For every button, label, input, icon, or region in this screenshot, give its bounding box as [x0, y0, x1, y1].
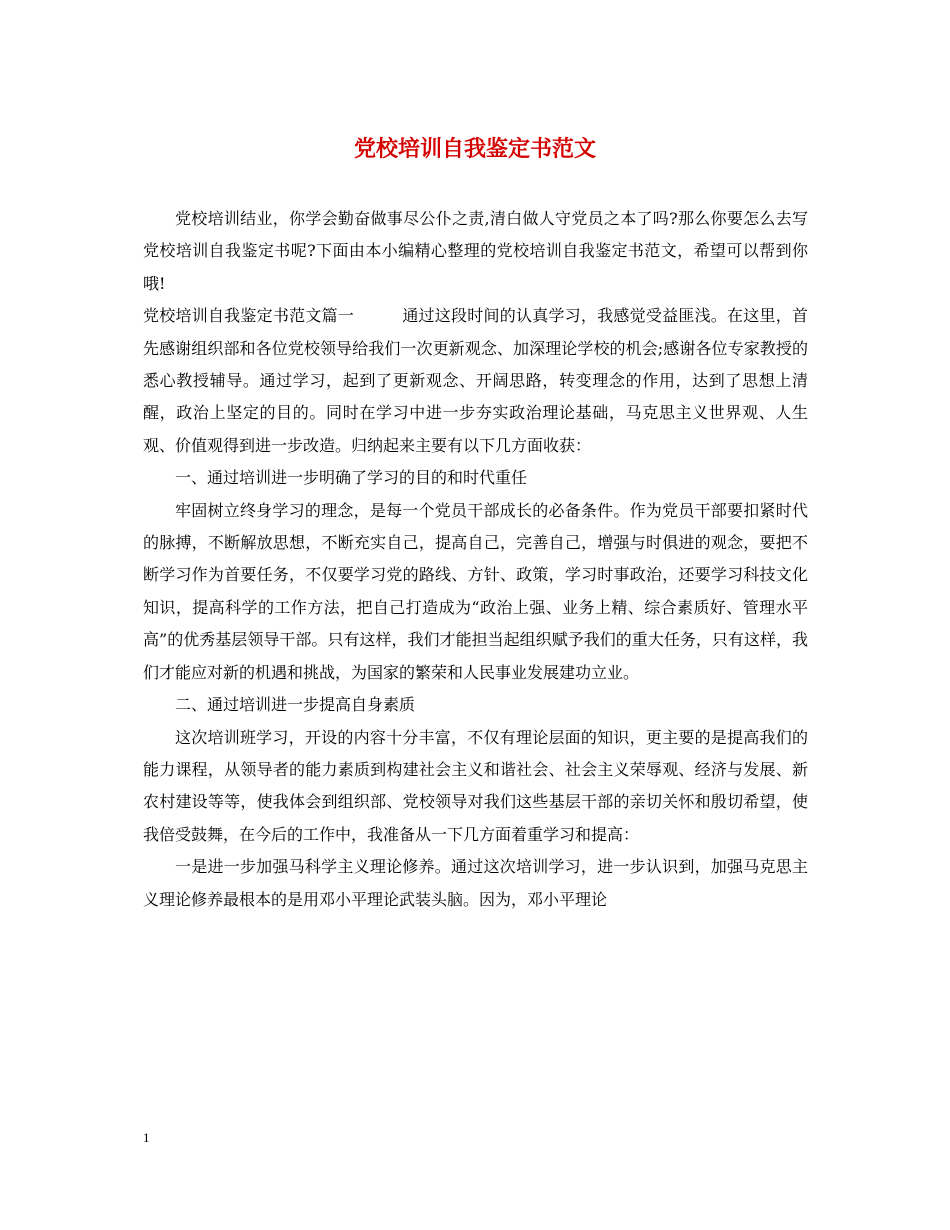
- document-body: [143, 203, 808, 916]
- point-paragraph-1: 一是进一步加强马科学主义理论修养。通过这次培训学习，进一步认识到，加强马克思主义理论修养最根本的是用邓小平理论武装头脑。因为，邓小平理论: [143, 857, 808, 909]
- article-heading: 党校培训自我鉴定书范文篇一: [143, 306, 355, 326]
- article-lead: 通过这段时间的认真学习，我感觉受益匪浅。在这里，首先感谢组织部和各位党校领导给我们一次更新观念、加深理论学校的机会;感谢各位专家教授的悉心教授辅导。通过学习，起到了更新观念、开阔思路，转变理念的作用，达到了思想上清醒，政治上坚定的目的。同时在学习中进一步夯实政治理论基础，马克思主义世界观、人生观、价值观得到进一步改造。归纳起来主要有以下几方面收获：: [143, 306, 808, 455]
- page-number: 1: [143, 1130, 150, 1145]
- intro-paragraph: 党校培训结业，你学会勤奋做事尽公仆之责,清白做人守党员之本了吗?那么你要怎么去写党校培训自我鉴定书呢?下面由本小编精心整理的党校培训自我鉴定书范文，希望可以帮到你哦!: [143, 209, 808, 293]
- document-title: 党校培训自我鉴定书范文: [353, 136, 596, 162]
- section-heading-2: 二、通过培训进一步提高自身素质: [175, 695, 416, 715]
- section-body-1: 牢固树立终身学习的理念，是每一个党员干部成长的必备条件。作为党员干部要扣紧时代的脉搏，不断解放思想，不断充实自己，提高自己，完善自己，增强与时俱进的观念，要把不断学习作为首要任务，不仅要学习党的路线、方针、政策，学习时事政治，还要学习科技文化知识，提高科学的工作方法，把自己打造成为“政治上强、业务上精、综合素质好、管理水平高”的优秀基层领导干部。只有这样，我们才能担当起组织赋予我们的重大任务，只有这样，我们才能应对新的机遇和挑战，为国家的繁荣和人民事业发展建功立业。: [143, 500, 808, 682]
- section-body-2: 这次培训班学习，开设的内容十分丰富，不仅有理论层面的知识，更主要的是提高我们的能力课程，从领导者的能力素质到构建社会主义和谐社会、社会主义荣辱观、经济与发展、新农村建设等等，使我体会到组织部、党校领导对我们这些基层干部的亲切关怀和殷切希望，使我倍受鼓舞，在今后的工作中，我准备从一下几方面着重学习和提高：: [143, 727, 808, 844]
- section-heading-1: 一、通过培训进一步明确了学习的目的和时代重任: [175, 468, 528, 488]
- article-first-paragraph: [143, 300, 808, 462]
